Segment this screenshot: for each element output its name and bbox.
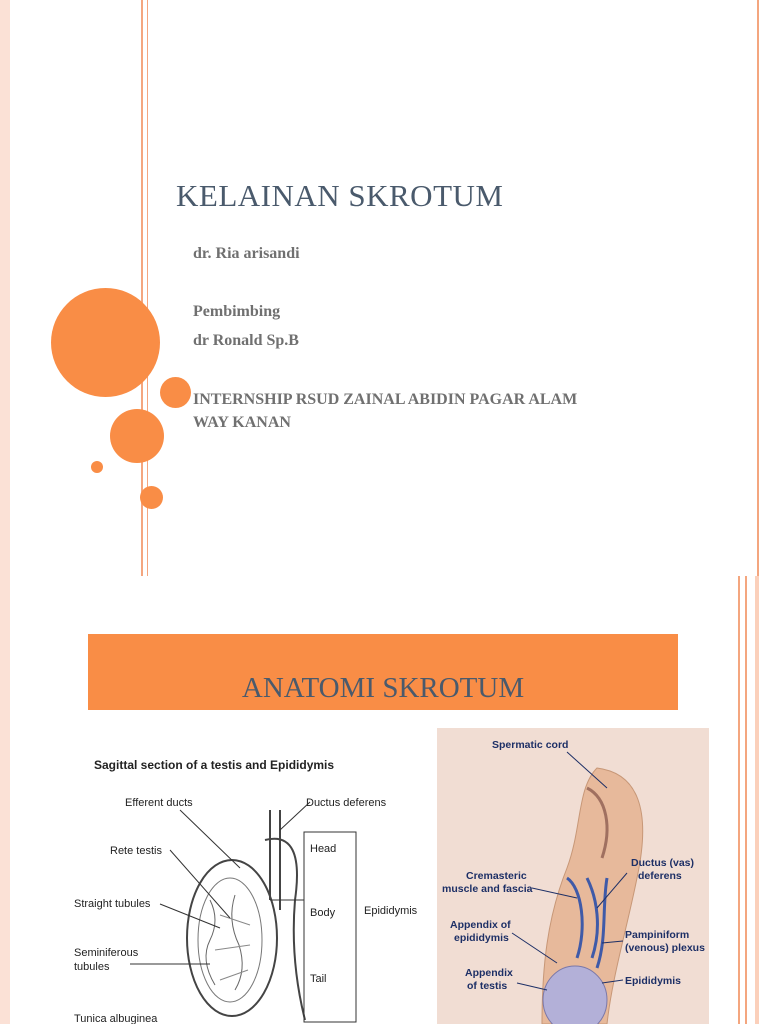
supervisor-label: Pembimbing — [193, 303, 281, 320]
label-ductus-deferens: Ductus deferens — [306, 797, 387, 809]
label-epididymis: Epididymis — [625, 975, 682, 987]
figure-heading: Sagittal section of a testis and Epididymis — [94, 758, 335, 772]
label-ductus-vas: Ductus (vas) — [631, 857, 695, 869]
label-spermatic-cord: Spermatic cord — [492, 739, 569, 751]
label-pampiniform: Pampiniform — [625, 929, 690, 941]
accent-line — [738, 576, 740, 1024]
label-tunica-albuginea: Tunica albuginea — [74, 1013, 158, 1024]
title-band — [88, 634, 678, 710]
ductus-outline — [270, 810, 280, 910]
tubule-line — [206, 900, 215, 985]
accent-line — [745, 576, 747, 1024]
leader-lines — [130, 802, 310, 964]
label-straight-tubules: Straight tubules — [74, 898, 151, 910]
spermatic-cord-illustration — [437, 728, 709, 1024]
label-efferent-ducts: Efferent ducts — [125, 797, 193, 809]
label-head: Head — [310, 843, 337, 855]
lobule-outline — [198, 878, 262, 1002]
left-border-strip — [0, 0, 10, 576]
label-appendix: Appendix — [465, 967, 513, 979]
accent-line — [757, 0, 759, 576]
slide-title: ANATOMI SKROTUM — [241, 672, 525, 704]
institution-line-1: INTERNSHIP RSUD ZAINAL ABIDIN PAGAR ALAM — [193, 391, 578, 408]
author-name: dr. Ria arisandi — [193, 245, 300, 262]
anatomy-slide — [0, 576, 768, 1024]
label-epididymis-appendix: epididymis — [454, 932, 509, 944]
label-body: Body — [310, 907, 336, 919]
label-of-testis: of testis — [467, 980, 508, 992]
epididymis-region-box — [304, 832, 356, 1022]
label-cremasteric: Cremasteric — [466, 870, 527, 882]
supervisor-name: dr Ronald Sp.B — [193, 332, 299, 349]
label-rete-testis: Rete testis — [110, 845, 162, 857]
left-border-strip — [0, 576, 10, 1024]
label-appendix-of: Appendix of — [450, 919, 511, 931]
decor-circle-small — [160, 377, 191, 408]
label-deferens: deferens — [638, 870, 682, 882]
label-muscle-fascia: muscle and fascia — [442, 883, 533, 895]
label-epididymis: Epididymis — [364, 905, 418, 917]
label-seminiferous: Seminiferous — [74, 947, 139, 959]
label-venous-plexus: (venous) plexus — [625, 942, 705, 954]
decor-circle-medium — [110, 409, 164, 463]
label-tail: Tail — [310, 973, 327, 985]
institution-line-2: WAY KANAN — [193, 414, 291, 431]
sagittal-section-diagram — [70, 750, 430, 1024]
testis-outline — [187, 860, 277, 1016]
decor-circle-large — [51, 288, 160, 397]
accent-line — [755, 576, 759, 1024]
label-tubules: tubules — [74, 961, 110, 973]
decor-circle-small — [140, 486, 163, 509]
decor-circle-tiny — [91, 461, 103, 473]
slide-title: KELAINAN SKROTUM — [176, 178, 504, 213]
